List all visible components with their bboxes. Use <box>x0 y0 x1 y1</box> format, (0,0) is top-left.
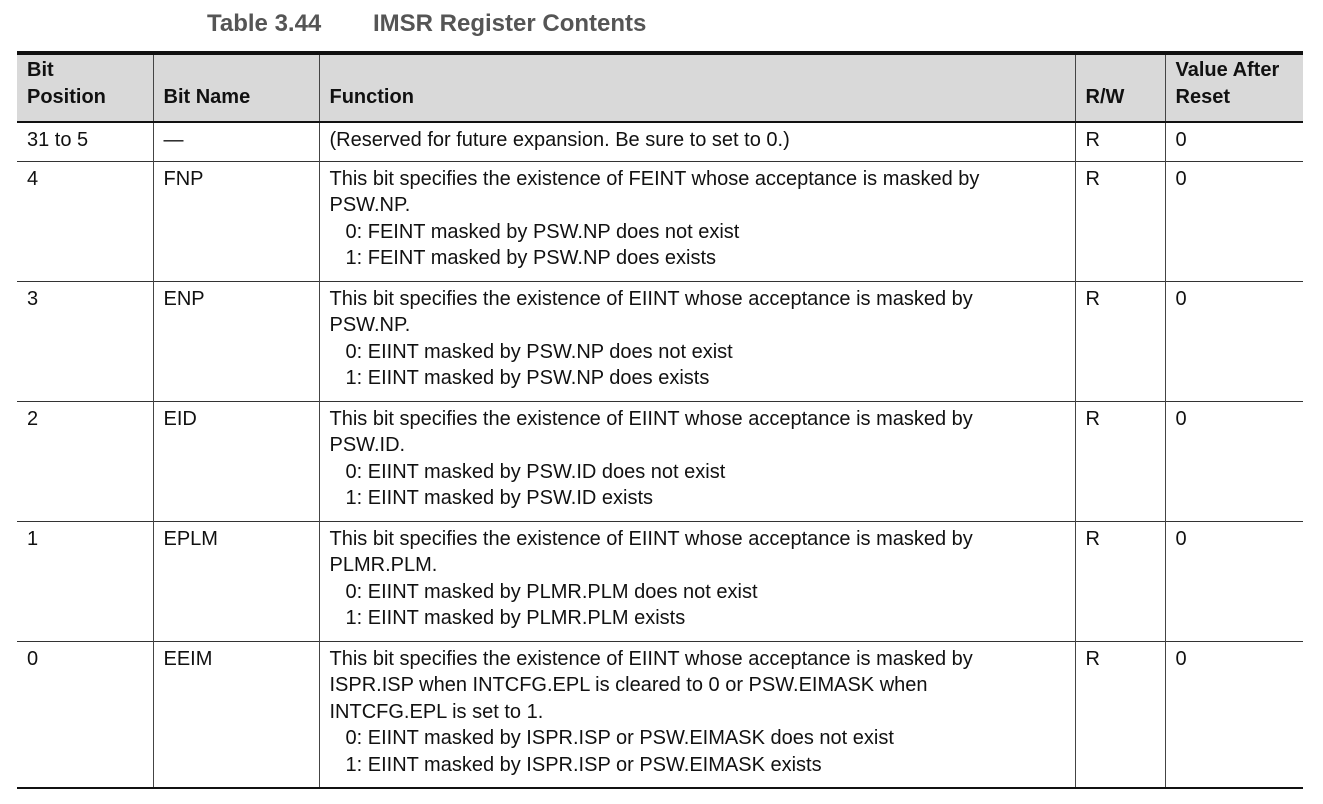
cell-bit-name: EPLM <box>153 521 319 641</box>
table-row <box>17 641 1303 788</box>
function-description-line: This bit specifies the existence of EIINT whose acceptance is masked by <box>329 527 973 550</box>
function-description-line: PSW.NP. <box>329 194 411 216</box>
function-description-line: This bit specifies the existence of FEINT whose acceptance is masked by <box>329 167 980 190</box>
cell-bit-position: 31 to 5 <box>27 129 89 151</box>
function-option-line: 0: EIINT masked by ISPR.ISP or PSW.EIMASK does not exist <box>345 727 894 749</box>
cell-bit-position: 3 <box>27 287 39 310</box>
imsr-register-table <box>17 51 1303 789</box>
table-row <box>17 281 1303 401</box>
cell-bit-name: ENP <box>153 281 319 401</box>
cell-value-after-reset: 0 <box>1165 281 1303 401</box>
cell-rw: R <box>1075 641 1165 788</box>
header-function: Function <box>319 53 1075 122</box>
table-number: Table 3.44 <box>207 10 322 37</box>
cell-bit-name: FNP <box>153 161 319 281</box>
header-row <box>17 53 1303 122</box>
cell-function <box>319 161 1075 281</box>
table-row <box>17 161 1303 281</box>
cell-rw: R <box>1075 122 1165 161</box>
function-description-line: (Reserved for future expansion. Be sure to set to 0.) <box>329 129 790 151</box>
function-option-line: 0: EIINT masked by PSW.NP does not exist <box>345 340 733 363</box>
header-bit-name: Bit Name <box>153 53 319 122</box>
cell-value-after-reset: 0 <box>1165 161 1303 281</box>
table-header <box>17 53 1303 122</box>
header-rw: R/W <box>1075 53 1165 122</box>
cell-rw: R <box>1075 281 1165 401</box>
function-option-line: 1: EIINT masked by PLMR.PLM exists <box>345 607 686 629</box>
function-option-line: 0: EIINT masked by PLMR.PLM does not exist <box>345 580 758 603</box>
header-value-after-reset <box>1165 53 1303 122</box>
cell-bit-name: — <box>153 122 319 161</box>
header-bit-position <box>17 53 153 122</box>
function-description-line: PLMR.PLM. <box>329 554 438 576</box>
function-option-line: 1: EIINT masked by PSW.ID exists <box>345 487 653 509</box>
table-body <box>17 122 1303 788</box>
cell-bit-position: 1 <box>27 527 39 550</box>
header-bit-position-line-2: Position <box>27 85 106 108</box>
cell-value-after-reset: 0 <box>1165 521 1303 641</box>
cell-rw: R <box>1075 401 1165 521</box>
cell-function <box>319 521 1075 641</box>
cell-bit-name: EEIM <box>153 641 319 788</box>
header-bit-position-line-1: Bit <box>27 59 54 81</box>
cell-rw: R <box>1075 161 1165 281</box>
cell-value-after-reset: 0 <box>1165 401 1303 521</box>
function-option-line: 1: EIINT masked by PSW.NP does exists <box>345 367 710 389</box>
function-description-line: This bit specifies the existence of EIINT whose acceptance is masked by <box>329 407 973 430</box>
function-description-line: PSW.ID. <box>329 434 406 456</box>
cell-value-after-reset: 0 <box>1165 641 1303 788</box>
function-option-line: 1: EIINT masked by ISPR.ISP or PSW.EIMASK exists <box>345 753 822 776</box>
table-title: IMSR Register Contents <box>373 10 647 37</box>
cell-bit-position: 2 <box>27 407 39 430</box>
function-option-line: 1: FEINT masked by PSW.NP does exists <box>345 247 717 269</box>
cell-function <box>319 401 1075 521</box>
header-value-after-reset-line-2: Reset <box>1175 85 1230 108</box>
table-row <box>17 521 1303 641</box>
header-value-after-reset-line-1: Value After <box>1175 59 1280 81</box>
cell-bit-name: EID <box>153 401 319 521</box>
cell-function <box>319 122 1075 161</box>
table-caption <box>207 10 646 38</box>
cell-bit-position: 4 <box>27 167 39 190</box>
table-row <box>17 401 1303 521</box>
function-description-line: PSW.NP. <box>329 314 411 336</box>
cell-bit-position: 0 <box>27 647 39 670</box>
function-description-line: ISPR.ISP when INTCFG.EPL is cleared to 0 or PSW.EIMASK when <box>329 674 928 696</box>
cell-function <box>319 641 1075 788</box>
table-row <box>17 122 1303 161</box>
function-description-line: This bit specifies the existence of EIINT whose acceptance is masked by <box>329 287 973 310</box>
function-option-line: 0: FEINT masked by PSW.NP does not exist <box>345 220 740 243</box>
cell-rw: R <box>1075 521 1165 641</box>
cell-value-after-reset: 0 <box>1165 122 1303 161</box>
function-option-line: 0: EIINT masked by PSW.ID does not exist <box>345 460 726 483</box>
cell-function <box>319 281 1075 401</box>
function-description-line: This bit specifies the existence of EIINT whose acceptance is masked by <box>329 647 973 670</box>
function-description-line: INTCFG.EPL is set to 1. <box>329 700 544 723</box>
